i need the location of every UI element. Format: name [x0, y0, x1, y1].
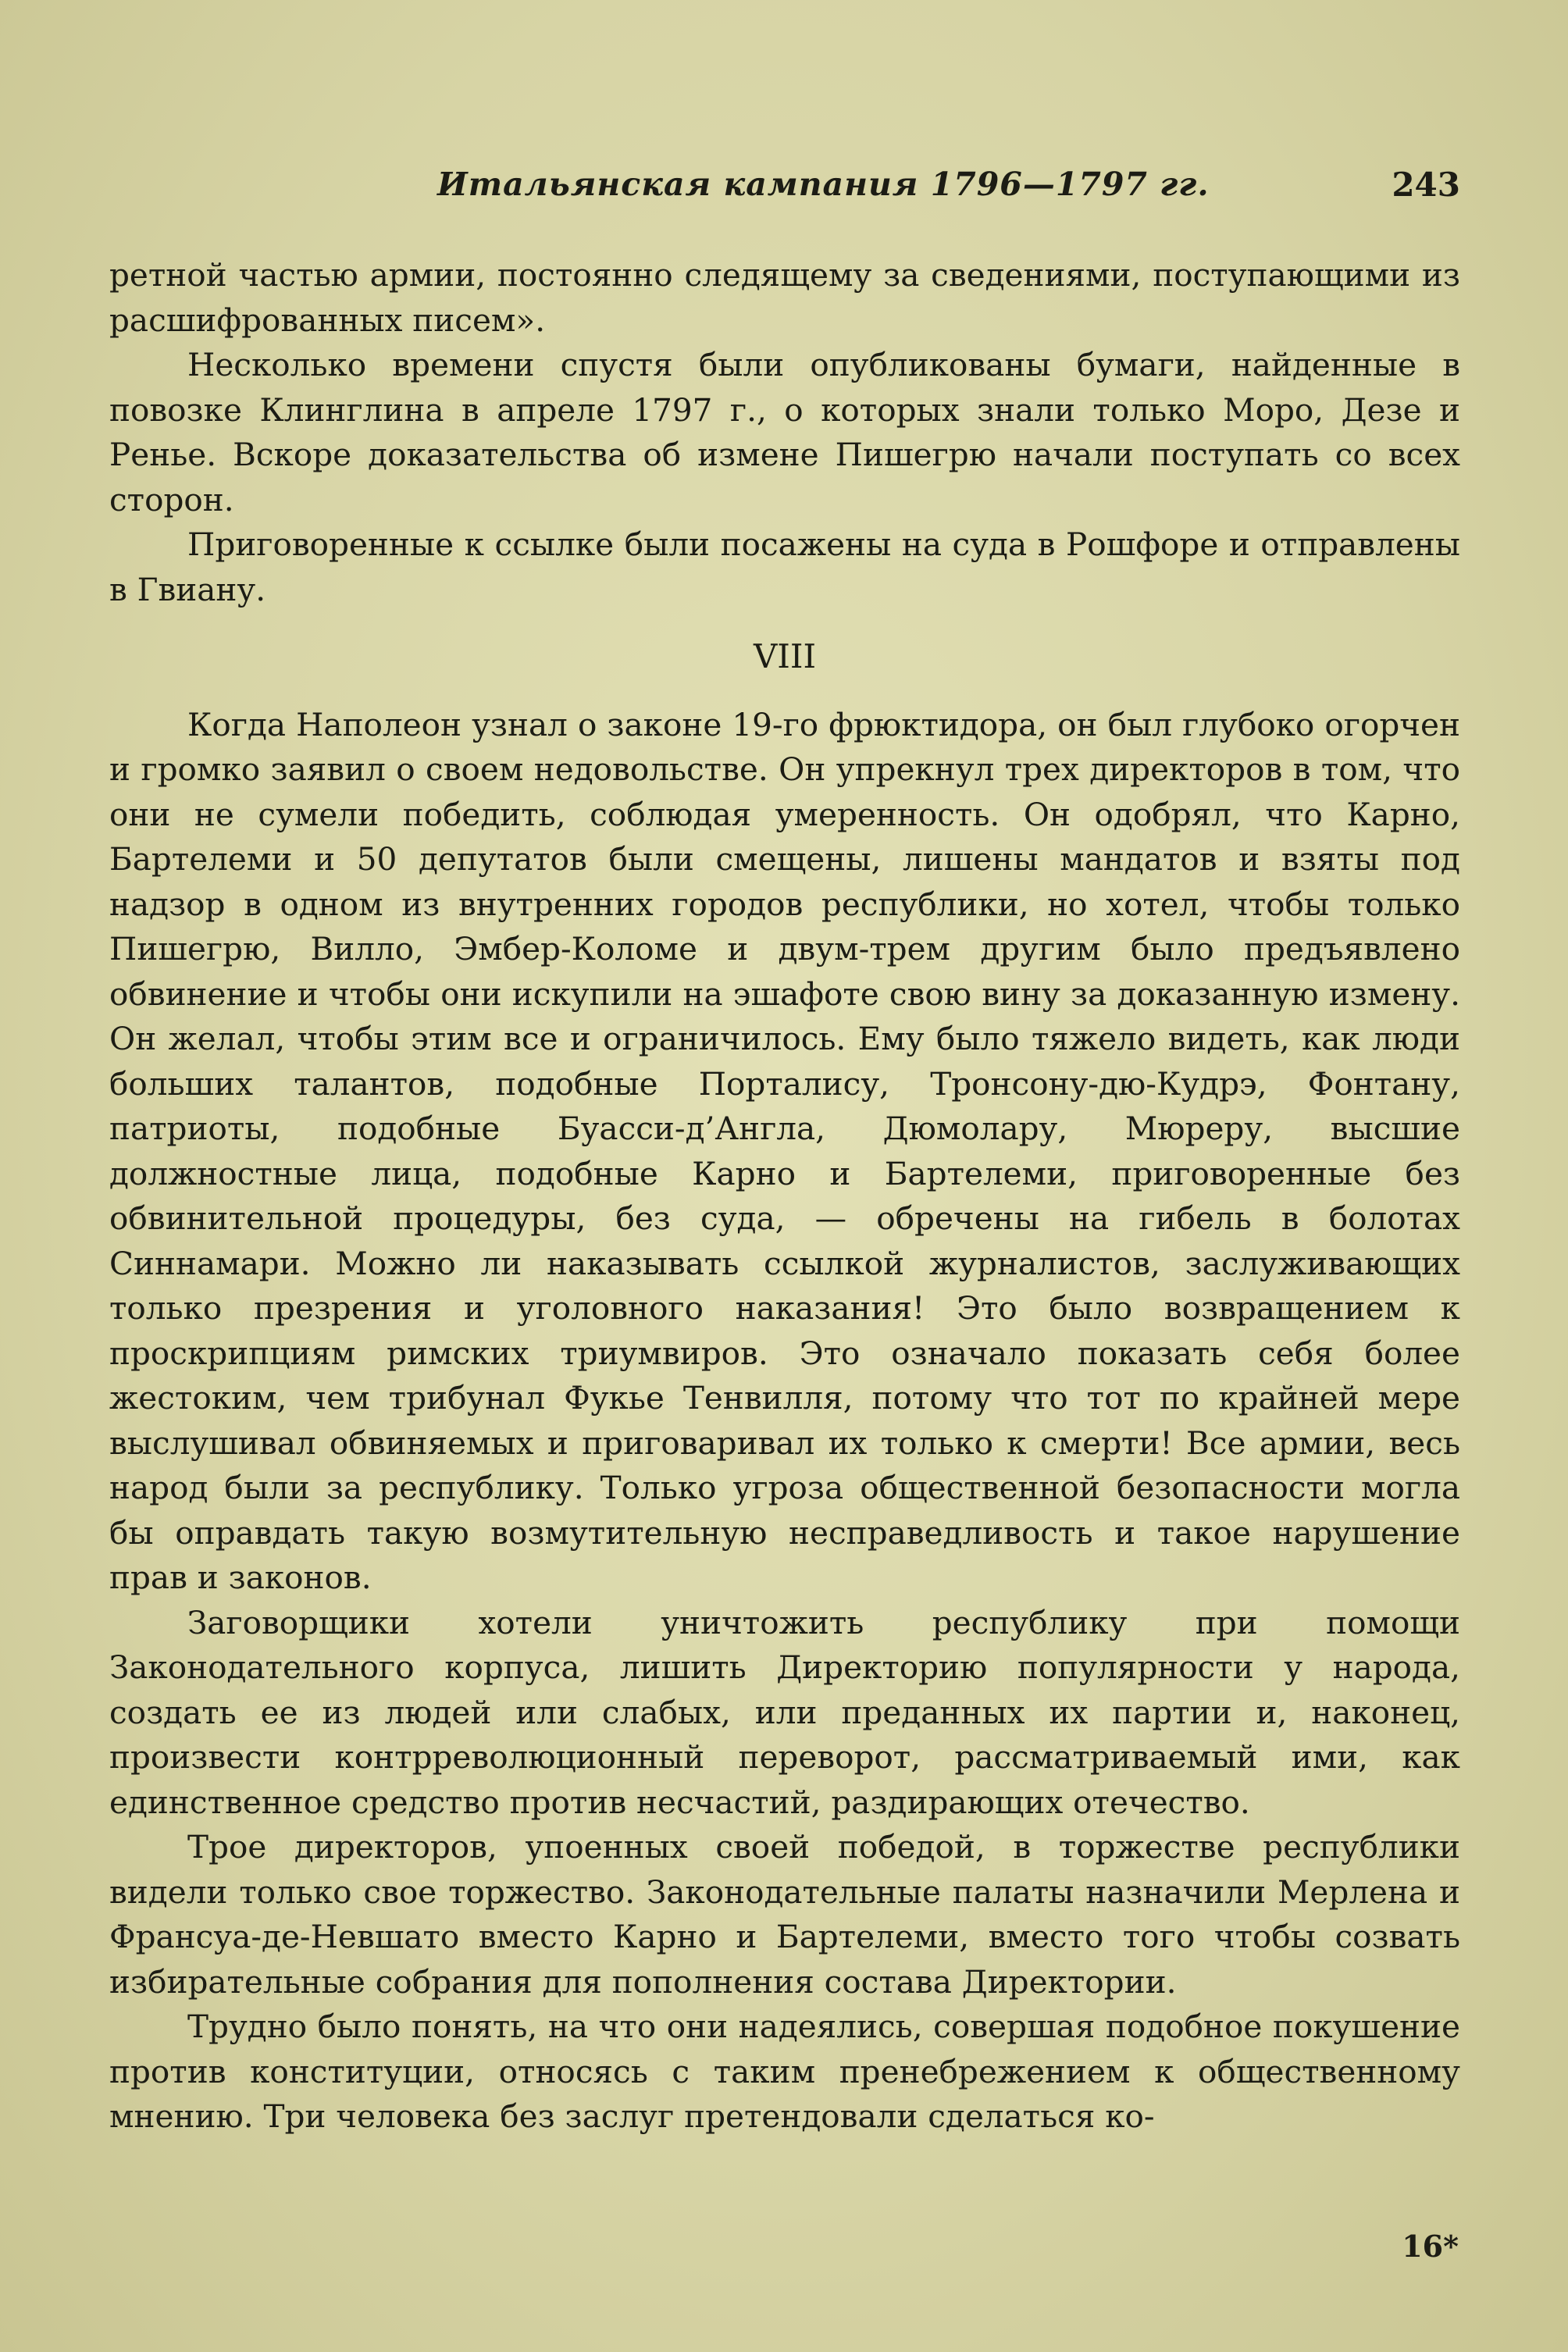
- paragraph: Приговоренные к ссылке были посажены на суда в Рошфоре и отправлены в Гвиану.: [109, 526, 1460, 608]
- paragraph: Несколько времени спустя были опубликованы бумаги, найденные в повозке Клинглина в апреле 1797 г., о которых знали только Моро, Дезе и Ренье. Вскоре доказательства об измене Пишегрю начали поступать со всех сторон.: [109, 346, 1460, 519]
- running-title: Итальянская кампания 1796—1797 гг.: [437, 166, 1210, 203]
- paragraph: Трое директоров, упоенных своей победой, в торжестве республики видели только свое торжество. Законодательные палаты назначили Мерлена и Франсуа-де-Невшато вместо Карно и Бартелеми, вместо того чтобы созвать избирательные собрания для пополнения состава Директории.: [109, 1828, 1460, 2001]
- page-number: 243: [1392, 166, 1460, 204]
- running-head: [109, 166, 1460, 212]
- paragraph-continued: ретной частью армии, постоянно следящему за сведениями, поступающими из расшифрованных писем».: [109, 256, 1460, 339]
- paragraph: Заговорщики хотели уничтожить республику при помощи Законодательного корпуса, лишить Директорию популярности у народа, создать ее из людей или слабых, или преданных их партии и, наконец, произвести контрреволюционный переворот, рассматриваемый ими, как единственное средство против несчастий, раздирающих отечество.: [109, 1603, 1460, 1821]
- section-heading: VIII: [753, 637, 817, 675]
- body-text: [109, 253, 1460, 2140]
- paragraph: Трудно было понять, на что они надеялись, совершая подобное покушение против конституции, относясь с таким пренебрежением к общественному мнению. Три человека без заслуг претендовали сделаться ко-: [109, 2008, 1460, 2135]
- paragraph: Когда Наполеон узнал о законе 19-го фрюктидора, он был глубоко огорчен и громко заявил о своем недовольстве. Он упрекнул трех директоров в том, что они не сумели победить, соблюдая умеренность. Он одобрял, что Карно, Бартелеми и 50 депутатов были смещены, лишены мандатов и взяты под надзор в одном из внутренних городов республики, но хотел, чтобы только Пишегрю, Вилло, Эмбер-Коломе и двум-трем другим было предъявлено обвинение и чтобы они искупили на эшафоте свою вину за доказанную измену. Он желал, чтобы этим все и ограничилось. Ему было тяжело видеть, как люди больших талантов, подобные Порталису, Тронсону-дю-Кудрэ, Фонтану, патриоты, подобные Буасси-д’Англа, Дюмолару, Мюреру, высшие должностные лица, подобные Карно и Бартелеми, приговоренные без обвинительной процедуры, без суда, — обречены на гибель в болотах Синнамари. Можно ли наказывать ссылкой журналистов, заслуживающих только презрения и уголовного наказания! Это было возвращением к проскрипциям римских триумвиров. Это означало показать себя более жестоким, чем трибунал Фукье Тенвилля, потому что тот по крайней мере выслушивал обвиняемых и приговаривал их только к смерти! Все армии, весь народ были за республику. Только угроза общественной безопасности могла бы оправдать такую возмутительную несправедливость и такое нарушение прав и законов.: [109, 705, 1460, 1596]
- signature-mark: 16*: [1402, 2229, 1459, 2264]
